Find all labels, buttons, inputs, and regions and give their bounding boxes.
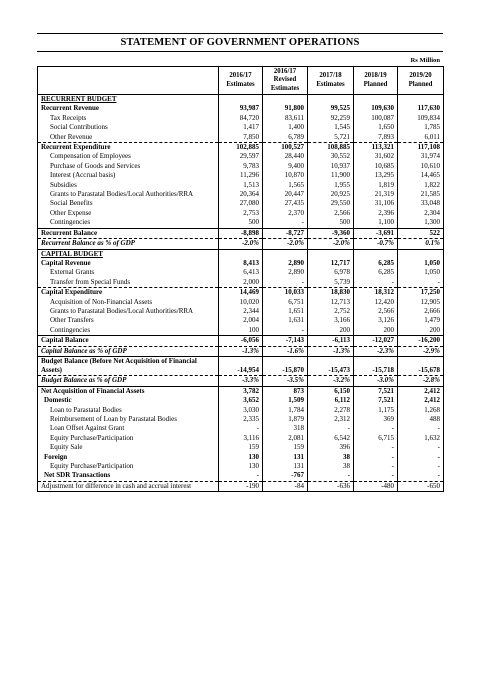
value-cell: -6,056 <box>219 336 263 346</box>
table-row <box>38 346 444 356</box>
value-cell: 12,713 <box>308 298 354 307</box>
title-rule <box>37 51 443 52</box>
value-cell <box>354 249 398 259</box>
row-label: Reimbursement of Loan by Parastatal Bodies <box>50 415 177 423</box>
row-label: Other Transfers <box>50 316 94 325</box>
value-cell: 83,611 <box>263 114 308 123</box>
value-cell: -15,678 <box>398 356 444 375</box>
value-cell: -480 <box>354 481 398 491</box>
row-label: Recurrent Expenditure <box>38 143 219 153</box>
value-cell: 6,789 <box>263 133 308 143</box>
value-cell: -14,954 <box>219 356 263 375</box>
value-cell: 1,822 <box>398 181 444 190</box>
value-cell: 3,782 <box>219 386 263 396</box>
value-cell: 1,050 <box>398 268 444 277</box>
value-cell: 522 <box>398 228 444 238</box>
value-cell: -16,200 <box>398 336 444 346</box>
header-cell-2018-19-planned: 2018/19 Planned <box>354 67 398 95</box>
value-cell: 6,112 <box>308 396 354 405</box>
value-cell: -650 <box>398 481 444 491</box>
row-label: Tax Receipts <box>50 113 87 122</box>
value-cell: 3,030 <box>219 406 263 415</box>
row-label: Compensation of Employees <box>50 152 131 161</box>
value-cell: -2.8% <box>398 376 444 386</box>
value-cell: 1,650 <box>354 123 398 132</box>
value-cell: 3,126 <box>354 316 398 325</box>
value-cell: -15,718 <box>354 356 398 375</box>
value-cell: 13,295 <box>354 171 398 180</box>
value-cell: -1.6% <box>263 346 308 356</box>
value-cell: 1,632 <box>398 434 444 443</box>
table-row <box>38 462 444 471</box>
value-cell: 14,465 <box>398 171 444 180</box>
value-cell: 29,550 <box>308 199 354 208</box>
row-label: Interest (Accrual basis) <box>50 171 116 180</box>
value-cell: - <box>398 471 444 481</box>
row-label: External Grants <box>50 268 95 277</box>
value-cell <box>263 95 308 105</box>
value-cell: - <box>354 462 398 471</box>
table-row <box>38 443 444 452</box>
value-cell: 1,479 <box>398 316 444 325</box>
value-cell: 27,435 <box>263 199 308 208</box>
table-row <box>38 133 444 143</box>
row-label: Budget Balance as % of GDP <box>38 376 219 386</box>
value-cell: 2,566 <box>354 307 398 316</box>
table-row <box>38 453 444 462</box>
row-label: Equity Purchase/Participation <box>50 433 134 442</box>
table-row <box>38 356 444 375</box>
value-cell: 14,469 <box>219 288 263 298</box>
row-label: Other Revenue <box>50 132 93 141</box>
row-label: Grants to Parastatal Bodies/Local Authorities/RRA <box>50 306 194 315</box>
header-row <box>38 67 444 95</box>
value-cell: 18,312 <box>354 288 398 298</box>
value-cell: 2,753 <box>219 209 263 218</box>
document-title: STATEMENT OF GOVERNMENT OPERATIONS <box>120 37 360 48</box>
value-cell: 2,412 <box>398 396 444 405</box>
value-cell: 1,400 <box>263 123 308 132</box>
row-label: Recurrent Balance as % of GDP <box>38 239 219 249</box>
table-row <box>38 181 444 190</box>
row-label: Equity Sale <box>50 443 83 452</box>
value-cell: 84,720 <box>219 114 263 123</box>
value-cell: - <box>263 278 308 288</box>
value-cell: - <box>354 278 398 288</box>
row-label: Contingencies <box>50 218 91 227</box>
value-cell: 1,651 <box>263 307 308 316</box>
value-cell: 21,319 <box>354 190 398 199</box>
value-cell: 2,890 <box>263 268 308 277</box>
value-cell: 33,048 <box>398 199 444 208</box>
value-cell: 20,364 <box>219 190 263 199</box>
value-cell: 10,685 <box>354 162 398 171</box>
value-cell: 91,800 <box>263 104 308 113</box>
value-cell: - <box>398 278 444 288</box>
value-cell: 18,830 <box>308 288 354 298</box>
value-cell: 109,630 <box>354 104 398 113</box>
value-cell: 2,370 <box>263 209 308 218</box>
row-label: Adjustment for difference in cash and accrual interest <box>38 481 219 491</box>
value-cell: 2,890 <box>263 259 308 268</box>
value-cell: 11,296 <box>219 171 263 180</box>
value-cell: -0.7% <box>354 239 398 249</box>
table-row <box>38 268 444 277</box>
table-row <box>38 249 444 259</box>
value-cell: -12,027 <box>354 336 398 346</box>
table-row <box>38 326 444 336</box>
table-row <box>38 307 444 316</box>
value-cell: -1.3% <box>219 346 263 356</box>
value-cell: 2,278 <box>308 406 354 415</box>
value-cell: 3,166 <box>308 316 354 325</box>
value-cell: 17,250 <box>398 288 444 298</box>
value-cell: 6,285 <box>354 259 398 268</box>
value-cell: 31,974 <box>398 152 444 161</box>
value-cell: 3,116 <box>219 434 263 443</box>
value-cell: - <box>354 471 398 481</box>
value-cell: 6,413 <box>219 268 263 277</box>
value-cell: -3,691 <box>354 228 398 238</box>
row-label: Grants to Parastatal Bodies/Local Authorities/RRA <box>50 190 194 199</box>
value-cell: 8,413 <box>219 259 263 268</box>
table-row <box>38 190 444 199</box>
table-row <box>38 152 444 161</box>
units-label: Rs Million <box>410 57 440 64</box>
row-label: Equity Purchase/Participation <box>50 462 134 471</box>
value-cell: 6,978 <box>308 268 354 277</box>
table-row <box>38 336 444 346</box>
value-cell: -8,727 <box>263 228 308 238</box>
value-cell <box>398 95 444 105</box>
value-cell: 1,050 <box>398 259 444 268</box>
table-row <box>38 123 444 132</box>
row-label: Loan to Parastatal Bodies <box>50 405 122 414</box>
value-cell: 100,087 <box>354 114 398 123</box>
value-cell: 7,521 <box>354 386 398 396</box>
value-cell: 9,783 <box>219 162 263 171</box>
value-cell: -190 <box>219 481 263 491</box>
value-cell <box>263 249 308 259</box>
value-cell: 1,300 <box>398 218 444 228</box>
row-label: Other Expense <box>50 208 92 217</box>
header-cell-2019-20-planned: 2019/20 Planned <box>398 67 444 95</box>
value-cell: 1,879 <box>263 415 308 424</box>
value-cell: 6,542 <box>308 434 354 443</box>
value-cell: 2,000 <box>219 278 263 288</box>
value-cell: 2,004 <box>219 316 263 325</box>
value-cell: -636 <box>308 481 354 491</box>
table-row <box>38 228 444 238</box>
value-cell: 100 <box>219 326 263 336</box>
value-cell: -3.5% <box>263 376 308 386</box>
row-label: Domestic <box>44 396 72 405</box>
value-cell <box>219 249 263 259</box>
value-cell: -3.0% <box>354 376 398 386</box>
value-cell: 2,566 <box>308 209 354 218</box>
value-cell: 6,150 <box>308 386 354 396</box>
value-cell: 38 <box>308 462 354 471</box>
value-cell: 12,905 <box>398 298 444 307</box>
row-label: Capital Balance as % of GDP <box>38 346 219 356</box>
value-cell: - <box>398 462 444 471</box>
value-cell: 2,396 <box>354 209 398 218</box>
value-cell: 117,108 <box>398 143 444 153</box>
table-row <box>38 114 444 123</box>
value-cell: 159 <box>263 443 308 452</box>
row-label: Acquisition of Non-Financial Assets <box>50 297 153 306</box>
table-row <box>38 434 444 443</box>
value-cell: -84 <box>263 481 308 491</box>
row-label: Contingencies <box>50 325 91 334</box>
value-cell: 0.1% <box>398 239 444 249</box>
value-cell: 1,545 <box>308 123 354 132</box>
value-cell: 5,739 <box>308 278 354 288</box>
row-label: Loan Offset Against Grant <box>50 424 125 433</box>
value-cell: 2,344 <box>219 307 263 316</box>
value-cell: 10,870 <box>263 171 308 180</box>
value-cell: 10,937 <box>308 162 354 171</box>
value-cell: - <box>263 326 308 336</box>
value-cell <box>308 249 354 259</box>
value-cell: 109,834 <box>398 114 444 123</box>
value-cell: - <box>219 471 263 481</box>
value-cell: 7,521 <box>354 396 398 405</box>
value-cell: - <box>308 424 354 433</box>
row-label: Net Acquisition of Financial Assets <box>38 386 219 396</box>
value-cell: 1,784 <box>263 406 308 415</box>
value-cell: -2.0% <box>219 239 263 249</box>
row-label: Net SDR Transactions <box>44 471 111 480</box>
value-cell: 7,893 <box>354 133 398 143</box>
value-cell: 6,285 <box>354 268 398 277</box>
value-cell: -2.9% <box>398 346 444 356</box>
row-label: Social Contributions <box>50 123 108 132</box>
table-row <box>38 481 444 491</box>
row-label: Transfer from Special Funds <box>50 277 131 286</box>
value-cell: 102,885 <box>219 143 263 153</box>
value-cell: 10,033 <box>263 288 308 298</box>
value-cell: -2.0% <box>308 239 354 249</box>
value-cell: -6,113 <box>308 336 354 346</box>
value-cell: -1.3% <box>308 346 354 356</box>
row-label: Budget Balance (Before Net Acquisition of Financial Assets) <box>38 356 219 375</box>
value-cell: 200 <box>308 326 354 336</box>
value-cell: 7,850 <box>219 133 263 143</box>
value-cell: 12,717 <box>308 259 354 268</box>
value-cell: 1,175 <box>354 406 398 415</box>
value-cell: 1,819 <box>354 181 398 190</box>
value-cell: 12,420 <box>354 298 398 307</box>
value-cell: -15,870 <box>263 356 308 375</box>
value-cell: 21,585 <box>398 190 444 199</box>
value-cell: -15,473 <box>308 356 354 375</box>
value-cell: 31,106 <box>354 199 398 208</box>
value-cell: 2,335 <box>219 415 263 424</box>
value-cell <box>354 95 398 105</box>
value-cell: - <box>219 424 263 433</box>
header-cell-2016-17-estimates: 2016/17 Estimates <box>219 67 263 95</box>
value-cell: 396 <box>308 443 354 452</box>
row-label: CAPITAL BUDGET <box>38 249 219 259</box>
value-cell: 6,715 <box>354 434 398 443</box>
value-cell: 1,513 <box>219 181 263 190</box>
row-label: Subsidies <box>50 180 77 189</box>
value-cell: 38 <box>308 453 354 462</box>
table-row <box>38 396 444 405</box>
table-row <box>38 424 444 433</box>
value-cell: 6,751 <box>263 298 308 307</box>
row-label: Recurrent Balance <box>38 228 219 238</box>
value-cell: 2,666 <box>398 307 444 316</box>
table-row <box>38 162 444 171</box>
value-cell: 20,925 <box>308 190 354 199</box>
value-cell: -767 <box>263 471 308 481</box>
table-row <box>38 259 444 268</box>
value-cell: -8,898 <box>219 228 263 238</box>
value-cell: 10,020 <box>219 298 263 307</box>
value-cell: 2,752 <box>308 307 354 316</box>
value-cell: - <box>398 424 444 433</box>
value-cell: -3.3% <box>219 376 263 386</box>
value-cell: 130 <box>219 462 263 471</box>
value-cell: 3,652 <box>219 396 263 405</box>
row-label: Purchase of Goods and Services <box>50 161 141 170</box>
operations-table <box>37 66 444 492</box>
row-label: Social Benefits <box>50 199 93 208</box>
value-cell: - <box>263 218 308 228</box>
table-row <box>38 218 444 228</box>
value-cell: - <box>354 424 398 433</box>
table-row <box>38 288 444 298</box>
value-cell: 200 <box>398 326 444 336</box>
value-cell: 30,552 <box>308 152 354 161</box>
value-cell <box>308 95 354 105</box>
value-cell: 131 <box>263 462 308 471</box>
value-cell: 29,597 <box>219 152 263 161</box>
value-cell: -2.0% <box>263 239 308 249</box>
value-cell: 131 <box>263 453 308 462</box>
value-cell: 108,885 <box>308 143 354 153</box>
value-cell: 2,081 <box>263 434 308 443</box>
value-cell: 1,100 <box>354 218 398 228</box>
value-cell: 369 <box>354 415 398 424</box>
row-label: RECURRENT BUDGET <box>38 95 219 105</box>
row-label: Recurrent Revenue <box>41 104 99 113</box>
value-cell: 130 <box>219 453 263 462</box>
value-cell: 1,785 <box>398 123 444 132</box>
value-cell: 93,987 <box>219 104 263 113</box>
row-label: Capital Revenue <box>41 258 91 267</box>
value-cell: 99,525 <box>308 104 354 113</box>
table-row <box>38 278 444 288</box>
value-cell: 2,304 <box>398 209 444 218</box>
value-cell <box>398 249 444 259</box>
header-label-cell <box>38 67 219 95</box>
table-row <box>38 95 444 105</box>
table-row <box>38 386 444 396</box>
header-cell-2017-18-estimates: 2017/18 Estimates <box>308 67 354 95</box>
table-row <box>38 199 444 208</box>
value-cell: 488 <box>398 415 444 424</box>
value-cell: 27,080 <box>219 199 263 208</box>
value-cell: 117,630 <box>398 104 444 113</box>
value-cell: 1,509 <box>263 396 308 405</box>
value-cell: 113,321 <box>354 143 398 153</box>
value-cell: 9,400 <box>263 162 308 171</box>
value-cell: 873 <box>263 386 308 396</box>
table-row <box>38 471 444 481</box>
table-row <box>38 316 444 325</box>
value-cell: 500 <box>219 218 263 228</box>
table-row <box>38 104 444 113</box>
value-cell: 1,631 <box>263 316 308 325</box>
value-cell: 2,412 <box>398 386 444 396</box>
value-cell: 100,527 <box>263 143 308 153</box>
table-row <box>38 298 444 307</box>
table-row <box>38 376 444 386</box>
value-cell: -7,143 <box>263 336 308 346</box>
value-cell: 11,900 <box>308 171 354 180</box>
value-cell: 10,610 <box>398 162 444 171</box>
table-row <box>38 171 444 180</box>
value-cell: 500 <box>308 218 354 228</box>
row-label: Foreign <box>44 452 68 461</box>
value-cell: -3.2% <box>308 376 354 386</box>
value-cell: 28,440 <box>263 152 308 161</box>
value-cell: 200 <box>354 326 398 336</box>
value-cell: 1,565 <box>263 181 308 190</box>
value-cell: 159 <box>219 443 263 452</box>
value-cell: - <box>398 443 444 452</box>
header-cell-2016-17-revised: 2016/17 Revised Estimates <box>263 67 308 95</box>
value-cell: -2.3% <box>354 346 398 356</box>
value-cell: - <box>354 453 398 462</box>
value-cell: 5,721 <box>308 133 354 143</box>
value-cell: 92,259 <box>308 114 354 123</box>
value-cell: -9,360 <box>308 228 354 238</box>
row-label: Capital Expenditure <box>38 288 219 298</box>
table-row <box>38 415 444 424</box>
value-cell: 2,312 <box>308 415 354 424</box>
value-cell: 1,417 <box>219 123 263 132</box>
row-label: Capital Balance <box>38 336 219 346</box>
top-rule <box>37 33 443 34</box>
table-row <box>38 209 444 218</box>
table-row <box>38 406 444 415</box>
value-cell: - <box>398 453 444 462</box>
value-cell: 6,011 <box>398 133 444 143</box>
value-cell: - <box>354 443 398 452</box>
value-cell: - <box>308 471 354 481</box>
table-row <box>38 239 444 249</box>
value-cell: 1,268 <box>398 406 444 415</box>
value-cell <box>219 95 263 105</box>
value-cell: 1,955 <box>308 181 354 190</box>
table-row <box>38 143 444 153</box>
value-cell: 20,447 <box>263 190 308 199</box>
value-cell: 31,602 <box>354 152 398 161</box>
value-cell: 318 <box>263 424 308 433</box>
table-body <box>38 67 444 492</box>
